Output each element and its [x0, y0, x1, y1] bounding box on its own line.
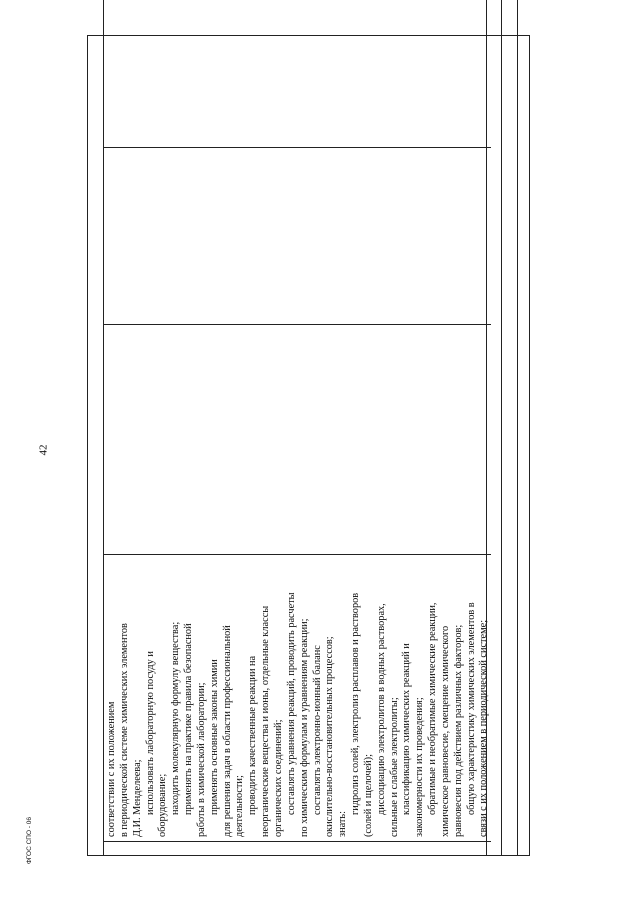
index-column [104, 841, 491, 855]
requirement-line: по химическим формулам и уравнениям реакции; [298, 618, 310, 837]
requirement-line: составлять уравнения реакций, проводить расчеты [285, 592, 297, 815]
requirement-line: применять на практике правила безопасной [183, 623, 195, 815]
requirement-line: окислительно-восстановительных процессов; [324, 636, 336, 837]
hours-class-cell [104, 0, 491, 147]
requirements-cell [104, 554, 491, 841]
requirement-line: использовать лабораторную посуду и [144, 651, 156, 815]
requirement-line: гидролиз солей, электролиз расплавов и растворов [350, 592, 362, 815]
requirement-line: деятельности; [234, 775, 246, 837]
requirement-line: оборудование; [157, 773, 169, 837]
page-number: 42 [37, 444, 49, 456]
table-row-5 [518, 0, 531, 855]
requirement-line: находить молекулярную формулу вещества; [170, 621, 182, 815]
requirement-line: химическое равновесие, смещение химического [439, 625, 451, 837]
requirement-line: органических соединений; [272, 719, 284, 837]
requirement-line: связи с их положением в периодической системе; [478, 619, 490, 837]
requirement-line: общую характеристику химических элементов в [465, 602, 477, 815]
table-row-3 [487, 0, 502, 855]
table-main-row [104, 0, 490, 855]
requirement-line: знать: [337, 811, 349, 837]
requirement-line: классификацию химических реакций и [401, 643, 413, 815]
document-code: ФГОС СПО - 06 [26, 816, 34, 864]
standards-table [87, 35, 530, 856]
requirement-line: проводить качественные реакции на [247, 655, 259, 815]
requirement-line: для решения задач в области профессиональной [221, 625, 233, 837]
requirement-line: Д.И. Менделеева; [131, 759, 143, 837]
hours-max-cell [104, 147, 491, 324]
discipline-name-cell [104, 324, 491, 554]
table-row-4 [502, 0, 518, 855]
requirement-line: неорганические вещества и ионы, отдельные классы [260, 605, 272, 837]
requirement-line: работы в химической лаборатории; [195, 682, 207, 837]
requirement-line: сильные и слабые электролиты; [388, 697, 400, 837]
requirement-line: обратимые и необратимые химические реакции, [427, 602, 439, 815]
requirement-line: в периодической системе химических элементов [118, 623, 130, 837]
requirement-line: составлять электронно-ионный баланс [311, 645, 323, 815]
table-top-row [88, 0, 104, 855]
requirement-line: диссоциацию электролитов в водных растворах, [375, 603, 387, 815]
table-rotated-body [87, 35, 530, 856]
requirement-line: равновесия под действием различных факторов; [452, 624, 464, 837]
requirement-line: соответствии с их положением [106, 701, 117, 837]
requirement-line: (солей и щелочей); [362, 754, 374, 837]
requirement-line: применять основные законы химии [208, 659, 220, 815]
requirement-line: закономерности их проведения; [414, 697, 426, 837]
